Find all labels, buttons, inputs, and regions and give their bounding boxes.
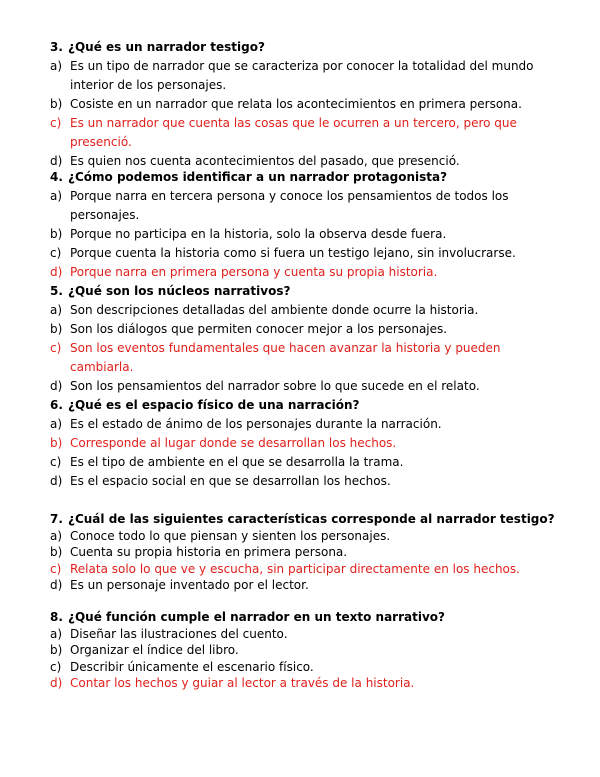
option-d-correct	[50, 263, 560, 282]
option-text: Son los eventos fundamentales que hacen avanzar la historia y pueden cambiarla.	[70, 341, 501, 374]
question-3	[50, 38, 560, 171]
option-d-correct	[50, 675, 560, 692]
option-b	[50, 320, 560, 339]
question-text: ¿Cuál de las siguientes características corresponde al narrador testigo?	[68, 512, 555, 526]
question-7	[50, 511, 560, 594]
option-letter: b)	[50, 227, 63, 241]
option-letter: c)	[50, 659, 62, 674]
option-a	[50, 626, 560, 643]
question-4	[50, 168, 560, 282]
option-letter: c)	[50, 561, 62, 576]
option-letter: b)	[50, 322, 63, 336]
option-text: Son los diálogos que permiten conocer mejor a los personajes.	[70, 322, 448, 336]
option-letter: a)	[50, 303, 63, 317]
option-b	[50, 95, 560, 114]
question-title	[50, 168, 560, 187]
question-title	[50, 396, 560, 415]
question-text: ¿Qué es el espacio físico de una narración?	[68, 398, 360, 412]
option-d	[50, 377, 560, 396]
question-title	[50, 609, 560, 626]
question-text: ¿Qué es un narrador testigo?	[68, 40, 265, 54]
option-c	[50, 659, 560, 676]
option-letter: c)	[50, 455, 62, 469]
option-letter: d)	[50, 379, 63, 393]
question-number: 3.	[50, 40, 63, 54]
option-a	[50, 528, 560, 545]
option-text: Es un personaje inventado por el lector.	[70, 578, 309, 592]
option-b-correct	[50, 434, 560, 453]
option-letter: b)	[50, 97, 63, 111]
option-text: Es el tipo de ambiente en el que se desarrolla la trama.	[70, 455, 404, 469]
question-text: ¿Qué función cumple el narrador en un texto narrativo?	[68, 610, 445, 624]
option-text: Cuenta su propia historia en primera persona.	[70, 545, 348, 559]
option-letter: d)	[50, 676, 63, 690]
question-number: 7.	[50, 512, 63, 526]
question-5	[50, 282, 560, 396]
option-a	[50, 57, 560, 95]
option-text: Es el espacio social en que se desarrollan los hechos.	[70, 474, 391, 488]
question-text: ¿Qué son los núcleos narrativos?	[68, 284, 291, 298]
option-text: Conoce todo lo que piensan y sienten los personajes.	[70, 528, 391, 543]
option-letter: d)	[50, 474, 63, 488]
option-letter: d)	[50, 265, 63, 279]
option-letter: a)	[50, 189, 63, 203]
option-d	[50, 472, 560, 491]
option-text: Relata solo lo que ve y escucha, sin participar directamente en los hechos.	[70, 561, 520, 576]
question-text: ¿Cómo podemos identificar a un narrador protagonista?	[68, 170, 448, 184]
option-b	[50, 642, 560, 659]
question-number: 4.	[50, 170, 63, 184]
option-letter: c)	[50, 116, 62, 130]
option-text: Contar los hechos y guiar al lector a través de la historia.	[70, 676, 415, 690]
option-text: Son descripciones detalladas del ambiente donde ocurre la historia.	[70, 303, 479, 317]
question-number: 6.	[50, 398, 63, 412]
option-letter: a)	[50, 59, 63, 73]
option-letter: a)	[50, 417, 63, 431]
option-c-correct	[50, 114, 560, 152]
option-b	[50, 225, 560, 244]
option-letter: b)	[50, 643, 63, 657]
option-text: Es un tipo de narrador que se caracteriza por conocer la totalidad del mundo interior de los personajes.	[70, 59, 534, 92]
question-number: 8.	[50, 610, 63, 624]
option-text: Son los pensamientos del narrador sobre lo que sucede en el relato.	[70, 379, 480, 393]
option-text: Diseñar las ilustraciones del cuento.	[70, 626, 288, 641]
option-a	[50, 301, 560, 320]
option-letter: b)	[50, 436, 63, 450]
question-title	[50, 38, 560, 57]
option-c	[50, 453, 560, 472]
option-c-correct	[50, 561, 560, 578]
option-text: Es quien nos cuenta acontecimientos del pasado, que presenció.	[70, 154, 460, 168]
option-text: Corresponde al lugar donde se desarrollan los hechos.	[70, 436, 397, 450]
option-a	[50, 187, 560, 225]
option-d	[50, 577, 560, 594]
option-text: Porque narra en primera persona y cuenta su propia historia.	[70, 265, 438, 279]
question-8	[50, 609, 560, 692]
option-letter: c)	[50, 341, 62, 355]
option-a	[50, 415, 560, 434]
option-c	[50, 244, 560, 263]
question-title	[50, 282, 560, 301]
option-letter: a)	[50, 528, 63, 543]
option-text: Porque narra en tercera persona y conoce los pensamientos de todos los personajes.	[70, 189, 509, 222]
option-text: Porque no participa en la historia, solo la observa desde fuera.	[70, 227, 447, 241]
question-6	[50, 396, 560, 491]
option-text: Es el estado de ánimo de los personajes durante la narración.	[70, 417, 442, 431]
option-text: Organizar el índice del libro.	[70, 643, 239, 657]
option-b	[50, 544, 560, 561]
option-letter: d)	[50, 154, 63, 168]
option-letter: d)	[50, 578, 63, 592]
question-number: 5.	[50, 284, 63, 298]
option-letter: c)	[50, 246, 62, 260]
question-title	[50, 511, 560, 528]
option-letter: a)	[50, 626, 63, 641]
option-text: Cosiste en un narrador que relata los acontecimientos en primera persona.	[70, 97, 522, 111]
option-text: Describir únicamente el escenario físico.	[70, 659, 314, 674]
option-text: Es un narrador que cuenta las cosas que le ocurren a un tercero, pero que presenció.	[70, 116, 517, 149]
option-text: Porque cuenta la historia como si fuera un testigo lejano, sin involucrarse.	[70, 246, 516, 260]
option-letter: b)	[50, 545, 63, 559]
option-c-correct	[50, 339, 560, 377]
